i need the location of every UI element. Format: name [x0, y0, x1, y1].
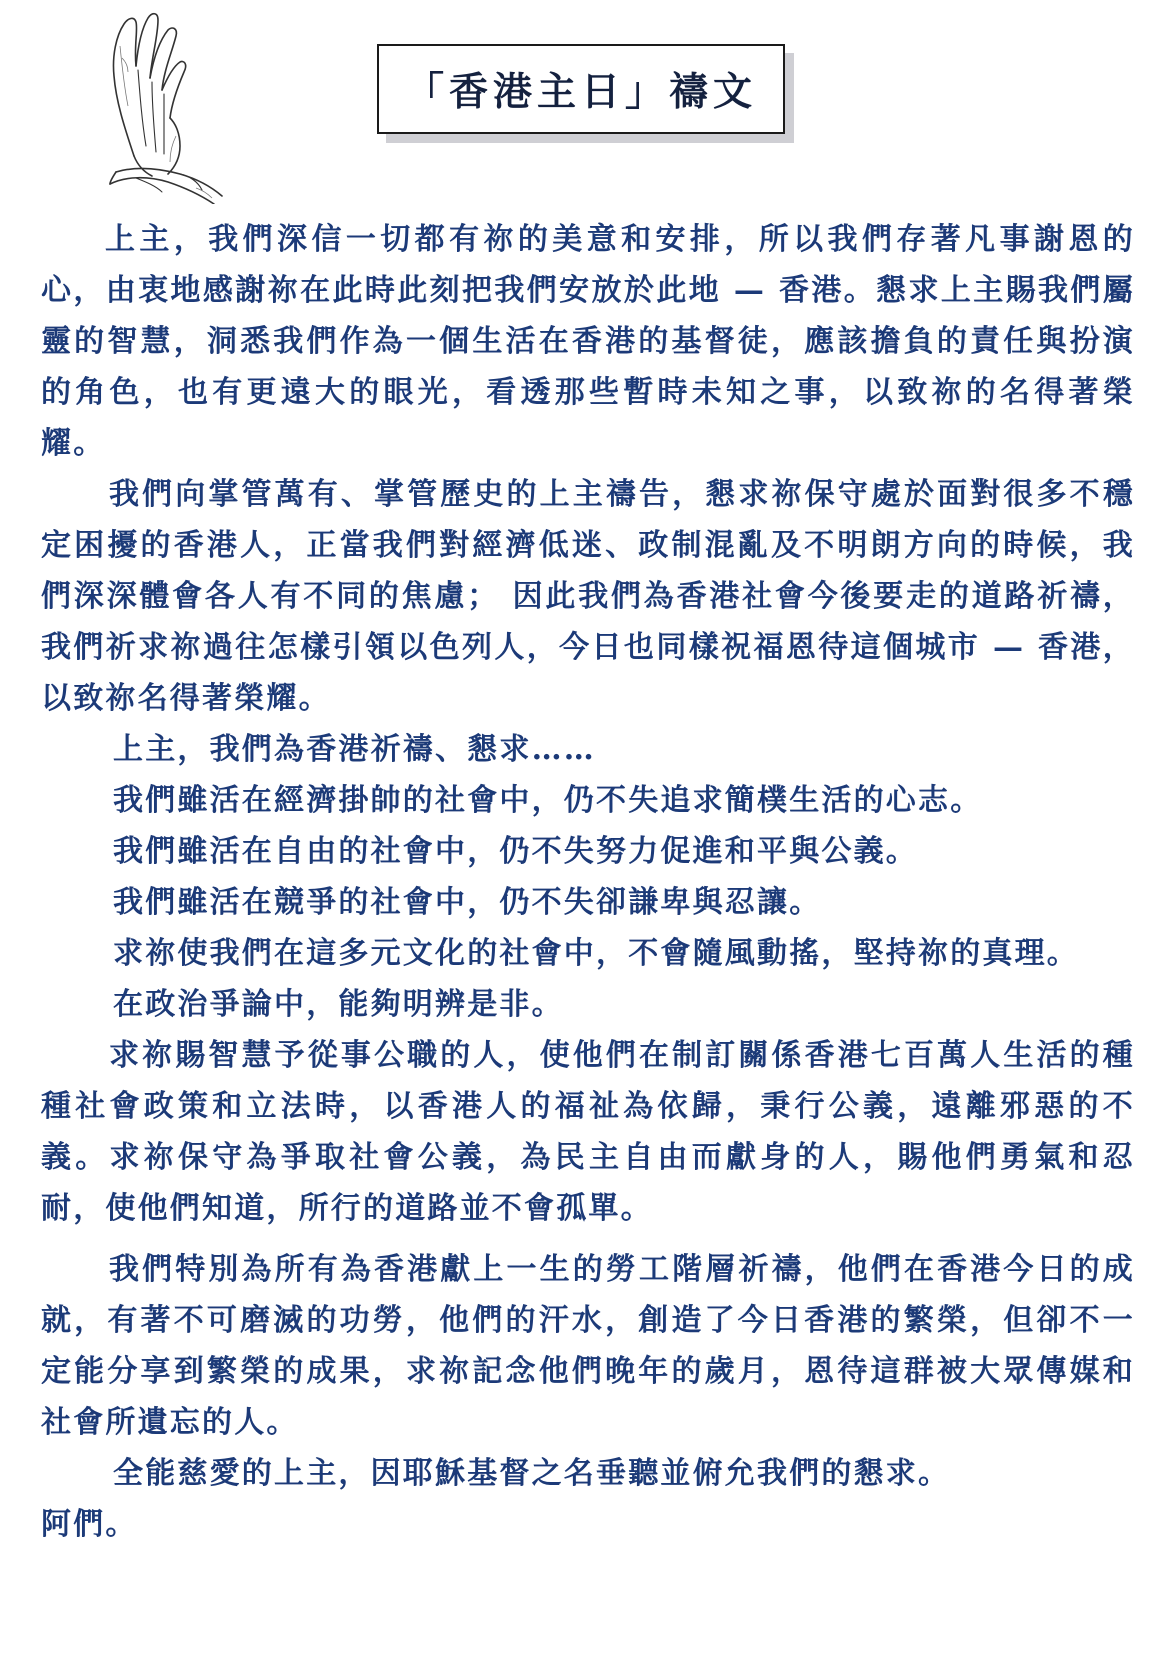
prayer-body: [41, 214, 1135, 1550]
paragraph-2: 我們向掌管萬有、掌管歷史的上主禱告，懇求祢保守處於面對很多不穩定困擾的香港人，正當我們對經濟低迷、政制混亂及不明朗方向的時候，我們深深體會各人有不同的焦慮； 因此我們為香港社會今後要走的道路祈禱，我們祈求祢過往怎樣引領以色列人，今日也同樣祝福恩待這個城市 — 香港，以致祢名得著榮耀。: [41, 477, 1135, 716]
paragraph-11: 全能慈愛的上主，因耶穌基督之名垂聽並俯允我們的懇求。: [113, 1456, 951, 1491]
paragraph-7: 求祢使我們在這多元文化的社會中，不會隨風動搖，堅持祢的真理。: [113, 936, 1079, 971]
paragraph-10: 我們特別為所有為香港獻上一生的勞工階層祈禱，他們在香港今日的成就，有著不可磨滅的功勞，他們的汗水，創造了今日香港的繁榮，但卻不一定能分享到繁榮的成果，求祢記念他們晚年的歲月，恩待這群被大眾傳媒和社會所遺忘的人。: [41, 1252, 1135, 1440]
title-box: [377, 44, 785, 134]
page-title: 「香港主日」禱文: [404, 69, 757, 115]
paragraph-9: 求祢賜智慧予從事公職的人，使他們在制訂關係香港七百萬人生活的種種社會政策和立法時，以香港人的福祉為依歸，秉行公義，遠離邪惡的不義。求祢保守為爭取社會公義，為民主自由而獻身的人，賜他們勇氣和忍耐，使他們知道，所行的道路並不會孤單。: [41, 1038, 1135, 1226]
paragraph-5: 我們雖活在自由的社會中，仍不失努力促進和平與公義。: [113, 834, 918, 869]
paragraph-4: 我們雖活在經濟掛帥的社會中，仍不失追求簡樸生活的心志。: [113, 783, 983, 818]
paragraph-12: 阿們。: [41, 1507, 138, 1542]
praying-hands-illustration: [76, 6, 236, 204]
paragraph-3: 上主，我們為香港祈禱、懇求……: [113, 732, 596, 767]
paragraph-6: 我們雖活在競爭的社會中，仍不失卻謙卑與忍讓。: [113, 885, 822, 920]
paragraph-1: 上主，我們深信一切都有祢的美意和安排，所以我們存著凡事謝恩的心，由衷地感謝祢在此時此刻把我們安放於此地 — 香港。懇求上主賜我們屬靈的智慧，洞悉我們作為一個生活在香港的基督徒，應該擔負的責任與扮演的角色，也有更遠大的眼光，看透那些暫時未知之事，以致祢的名得著榮耀。: [41, 222, 1135, 461]
paragraph-8: 在政治爭論中，能夠明辨是非。: [113, 987, 564, 1022]
